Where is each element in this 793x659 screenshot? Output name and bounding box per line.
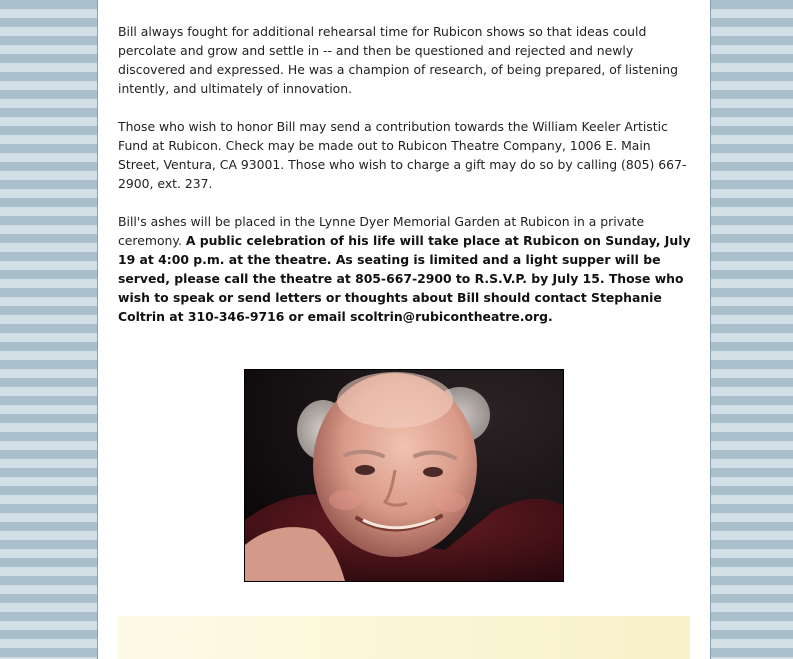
article-body bbox=[118, 22, 696, 345]
paragraph-contribution: Those who wish to honor Bill may send a contribution towards the William Keeler Artistic Fund at Rubicon. Check may be made out to Rubicon Theatre Company, 1006 E. Main Street, Ventura, CA 93001. Those who wish to charge a gift may do so by calling (805) 667-2900, ext. 237. bbox=[118, 119, 687, 191]
portrait-illustration bbox=[245, 370, 563, 581]
paragraph-celebration-details: A public celebration of his life will take place at Rubicon on Sunday, July 19 at 4:00 p.m. at the theatre. As seating is limited and a light supper will be served, please call the theatre at 805-667-2900 to R.S.V.P. by July 15. Those who wish to speak or send letters or thoughts about Bill should contact Stephanie Coltrin at 310-346-9716 or email scoltrin@rubicontheatre.org. bbox=[118, 233, 691, 324]
page-column bbox=[97, 0, 711, 659]
paragraph-celebration bbox=[118, 212, 696, 326]
paragraph-celebration-intro: Bill's ashes will be placed in the Lynne Dyer Memorial Garden at Rubicon in a private ceremony. bbox=[118, 214, 645, 248]
banner-strip bbox=[118, 616, 690, 659]
portrait-photo bbox=[244, 369, 564, 582]
paragraph-rehearsal: Bill always fought for additional rehearsal time for Rubicon shows so that ideas could percolate and grow and settle in -- and then be questioned and rejected and newly discovered and expressed. He was a champion of research, of being prepared, of listening intently, and ultimately of innovation. bbox=[118, 24, 678, 96]
